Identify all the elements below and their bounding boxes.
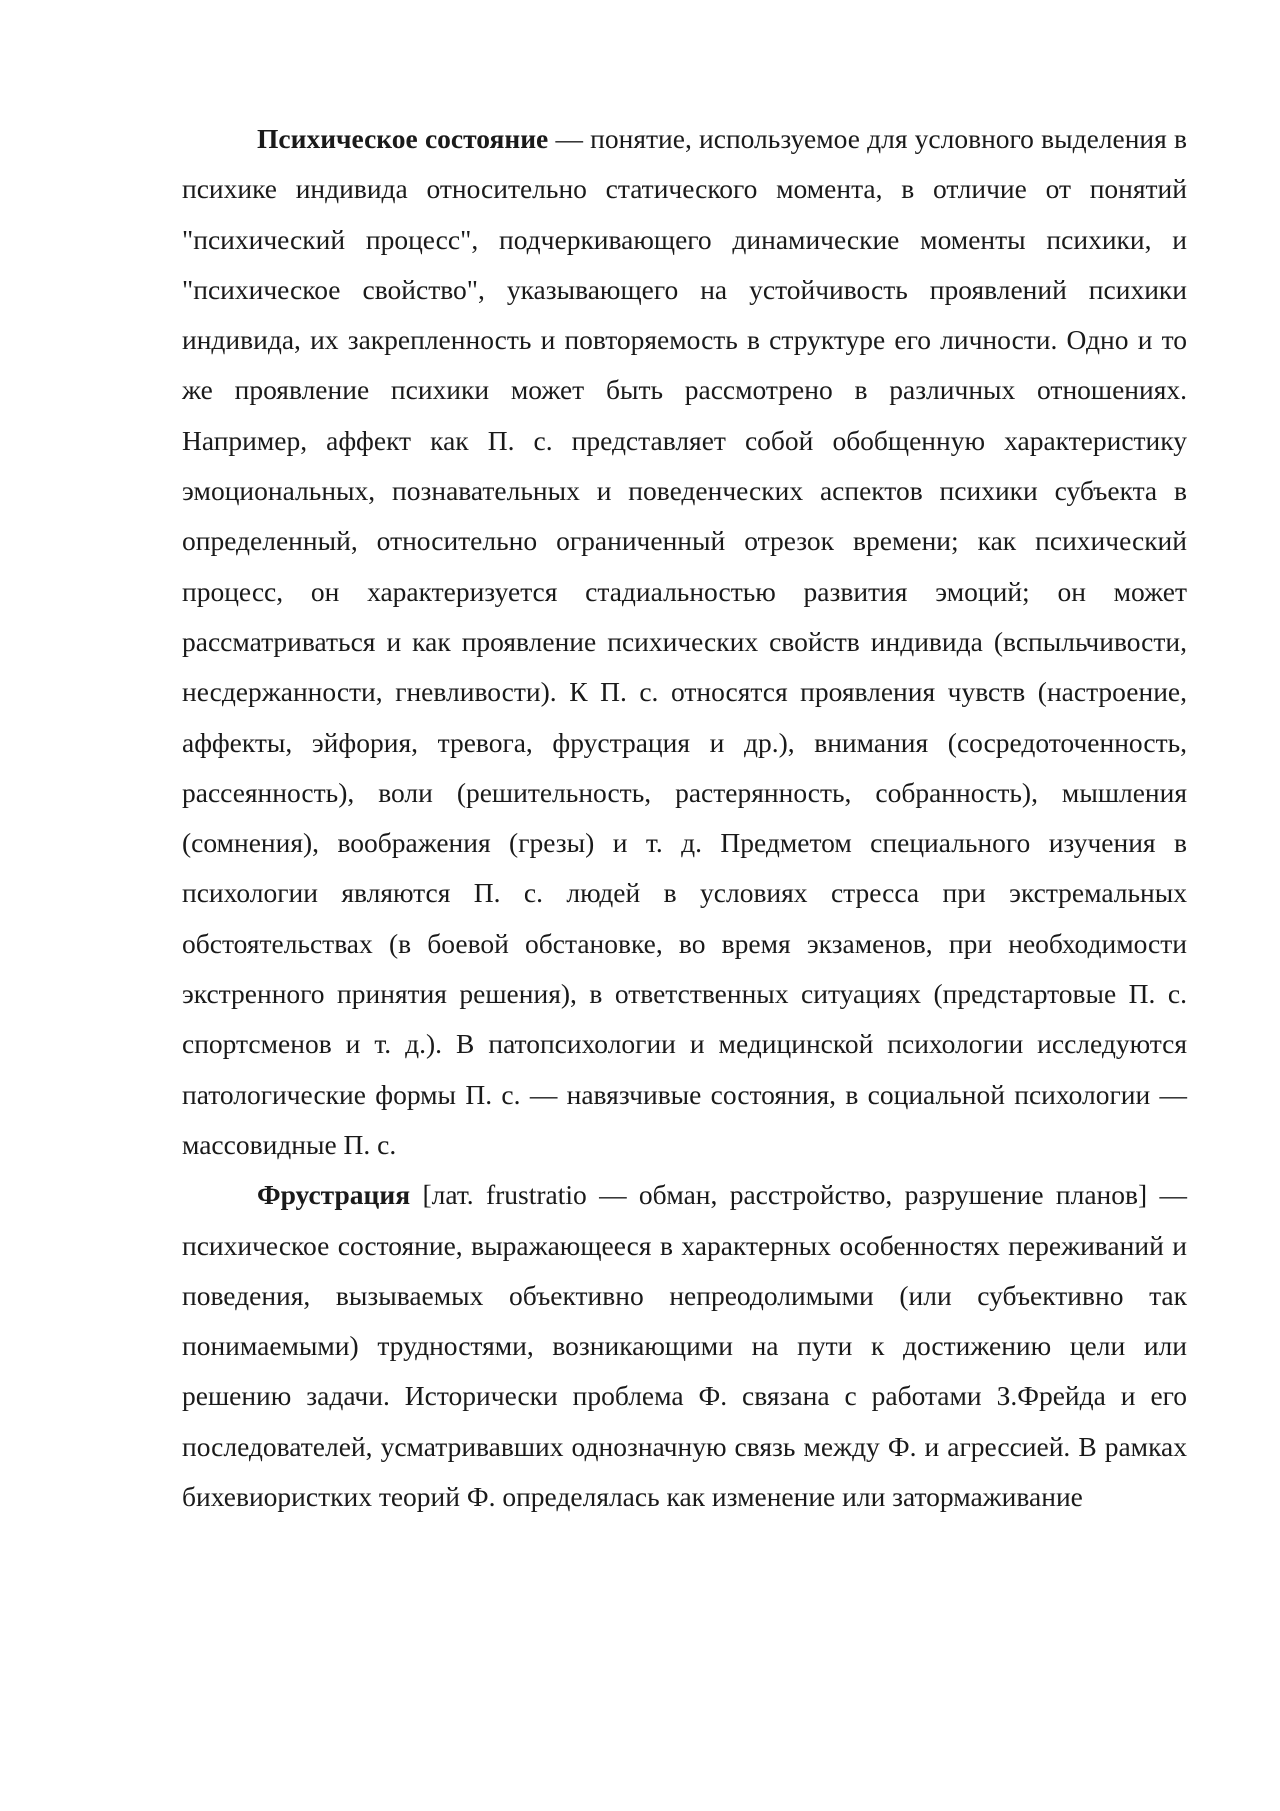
- paragraph-body: — понятие, используемое для условного выделения в психике индивида относительно статического момента, в отличие от понятий "психический процесс", подчеркивающего динамические моменты психики, и "психическое свойство", указывающего на устойчивость проявлений психики индивида, их закрепленность и повторяемость в структуре его личности. Одно и то же проявление психики может быть рассмотрено в различных отношениях. Например, аффект как П. с. представляет собой обобщенную характеристику эмоциональных, познавательных и поведенческих аспектов психики субъекта в определенный, относительно ограниченный отрезок времени; как психический процесс, он характеризуется стадиальностью развития эмоций; он может рассматриваться и как проявление психических свойств индивида (вспыльчивости, несдержанности, гневливости). К П. с. относятся проявления чувств (настроение, аффекты, эйфория, тревога, фрустрация и др.), внимания (сосредоточенность, рассеянность), воли (решительность, растерянность, собранность), мышления (сомнения), воображения (грезы) и т. д. Предметом специального изучения в психологии являются П. с. людей в условиях стресса при экстремальных обстоятельствах (в боевой обстановке, во время экзаменов, при необходимости экстренного принятия решения), в ответственных ситуациях (предстартовые П. с. спортсменов и т. д.). В патопсихологии и медицинской психологии исследуются патологические формы П. с. — навязчивые состояния, в социальной психологии — массовидные П. с.: [182, 123, 1187, 1160]
- term-heading: Психическое состояние: [257, 123, 549, 154]
- body-text: [182, 114, 1187, 1522]
- term-heading: Фрустрация: [257, 1179, 411, 1211]
- paragraph-psychic-state: [182, 114, 1187, 1170]
- paragraph-body: [лат. frustratio — обман, расстройство, разрушение планов] — психическое состояние, выражающееся в характерных особенностях переживаний и поведения, вызываемых объективно непреодолимыми (или субъективно так понимаемыми) трудностями, возникающими на пути к достижению цели или решению задачи. Исторически проблема Ф. связана с работами З.Фрейда и его последователей, усматривавших однозначную связь между Ф. и агрессией. В рамках бихевиористких теорий Ф. определялась как изменение или затормаживание: [182, 1179, 1187, 1513]
- paragraph-frustration: [182, 1170, 1187, 1522]
